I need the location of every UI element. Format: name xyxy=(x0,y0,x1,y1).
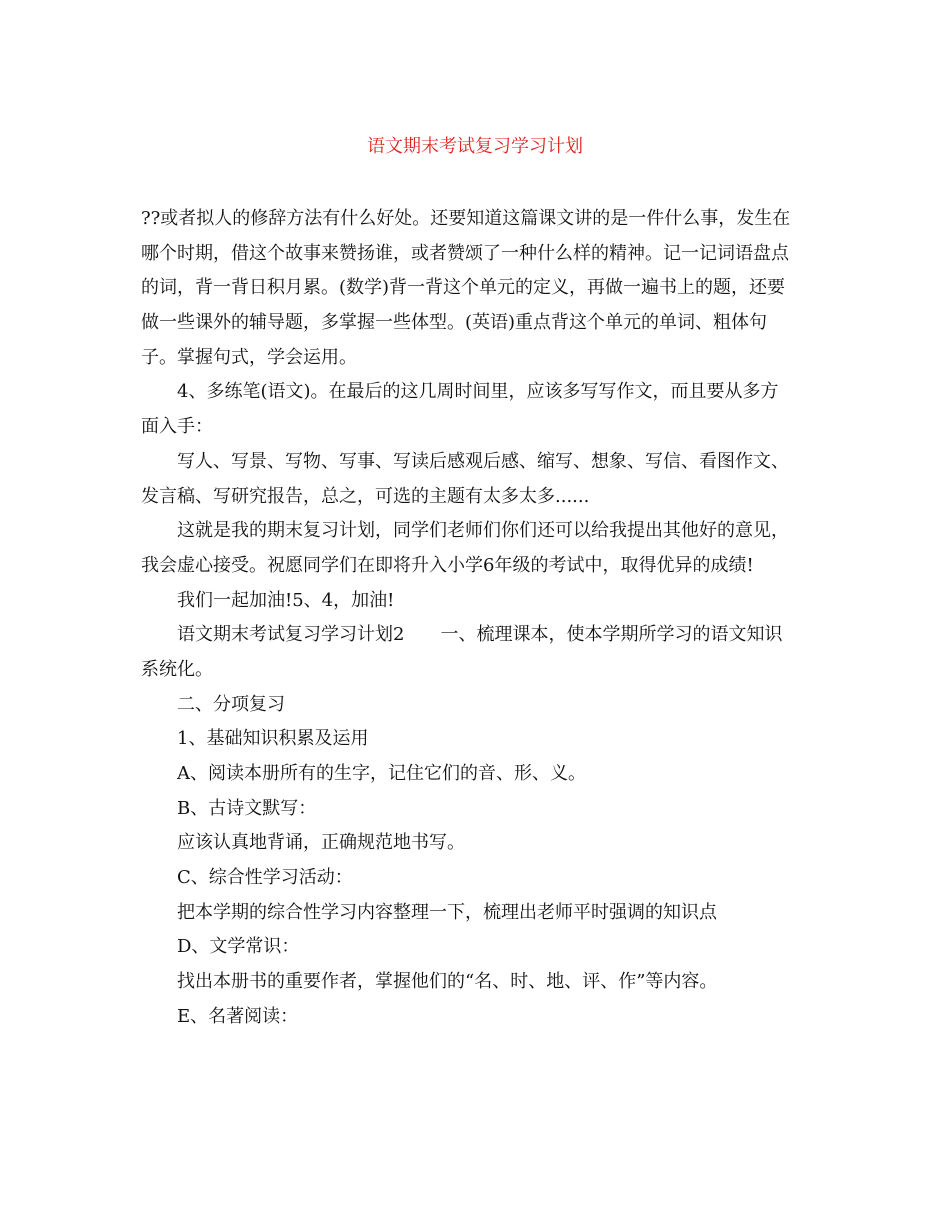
text-line: 这就是我的期末复习计划，同学们老师们你们还可以给我提出其他好的意见， xyxy=(177,520,789,542)
text-line: D、文学常识： xyxy=(177,936,300,958)
text-line: 写人、写景、写物、写事、写读后感观后感、缩写、想象、写信、看图作文、 xyxy=(177,450,789,472)
text-line: 哪个时期，借这个故事来赞扬谁，或者赞颂了一种什么样的精神。记一记词语盘点 xyxy=(141,242,789,264)
text-line: 子。掌握句式，学会运用。 xyxy=(141,346,357,368)
document-title: 语文期末考试复习学习计划 xyxy=(367,136,583,157)
text-line: ??或者拟人的修辞方法有什么好处。还要知道这篇课文讲的是一件什么事，发生在 xyxy=(141,208,791,229)
text-line: 我会虚心接受。祝愿同学们在即将升入小学6年级的考试中，取得优异的成绩! xyxy=(141,554,754,576)
text-line: C、综合性学习活动： xyxy=(177,867,353,889)
text-line: E、名著阅读： xyxy=(177,1005,299,1027)
text-line: 找出本册书的重要作者，掌握他们的“名、时、地、评、作”等内容。 xyxy=(177,971,718,993)
text-line: 二、分项复习 xyxy=(177,693,285,715)
text-line: 做一些课外的辅导题，多掌握一些体型。(英语)重点背这个单元的单词、粗体句 xyxy=(141,312,768,334)
text-line-split xyxy=(141,618,817,653)
text-line: 把本学期的综合性学习内容整理一下，梳理出老师平时强调的知识点 xyxy=(177,901,717,923)
text-line: 应该认真地背诵，正确规范地书写。 xyxy=(177,832,465,854)
text-segment: 一、梳理课本，使本学期所学习的语文知识 xyxy=(440,624,783,646)
text-line: 发言稿、写研究报告，总之，可选的主题有太多太多...... xyxy=(141,485,590,507)
document-body xyxy=(141,202,817,1035)
text-line: B、古诗文默写： xyxy=(177,797,317,819)
text-line: 我们一起加油!5、4，加油! xyxy=(177,589,395,611)
text-line: 1、基础知识积累及运用 xyxy=(177,728,369,750)
text-line: 4、多练笔(语文)。在最后的这几周时间里，应该多写写作文，而且要从多方 xyxy=(177,381,779,403)
text-line: A、阅读本册所有的生字，记住它们的音、形、义。 xyxy=(177,763,586,784)
text-line: 的词，背一背日积月累。(数学)背一背这个单元的定义，再做一遍书上的题，还要 xyxy=(141,277,786,299)
text-line: 面入手： xyxy=(141,416,213,438)
section-heading-2: 语文期末考试复习学习计划2 xyxy=(177,624,405,646)
text-line: 系统化。 xyxy=(141,658,213,680)
